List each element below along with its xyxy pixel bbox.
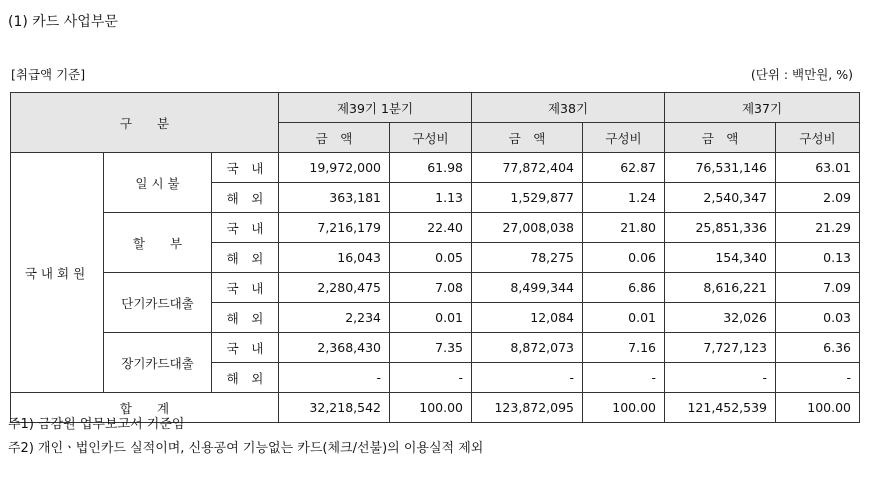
basis-label: [취급액 기준] xyxy=(11,67,86,82)
table-cell: 8,872,073 xyxy=(472,333,583,363)
table-cell: 154,340 xyxy=(665,243,776,273)
table-body xyxy=(11,153,860,393)
unit-label: (단위 : 백만원, %) xyxy=(750,67,853,82)
region-label: 국 내 xyxy=(212,333,279,363)
table-cell: 6.86 xyxy=(583,273,665,303)
footnote: 주2) 개인ㆍ법인카드 실적이며, 신용공여 기능없는 카드(체크/선불)의 이용실적 제외 xyxy=(8,441,484,456)
table-cell: 100.00 xyxy=(776,393,860,423)
table-cell: 100.00 xyxy=(583,393,665,423)
table-cell: 121,452,539 xyxy=(665,393,776,423)
period-header: 제38기 xyxy=(472,93,665,123)
table-cell: 63.01 xyxy=(776,153,860,183)
category-header: 구 분 xyxy=(11,93,279,153)
section-label: 일 시 불 xyxy=(104,153,212,213)
region-label: 국 내 xyxy=(212,153,279,183)
table-cell: 1.24 xyxy=(583,183,665,213)
region-label: 국 내 xyxy=(212,273,279,303)
table-cell: 2,280,475 xyxy=(279,273,390,303)
region-label: 해 외 xyxy=(212,303,279,333)
table-cell: 363,181 xyxy=(279,183,390,213)
section-label: 단기카드대출 xyxy=(104,273,212,333)
amount-header: 금 액 xyxy=(279,123,390,153)
section-label: 할 부 xyxy=(104,213,212,273)
table-cell: 2,234 xyxy=(279,303,390,333)
table-cell: 62.87 xyxy=(583,153,665,183)
table-cell: 19,972,000 xyxy=(279,153,390,183)
table-cell: 7.08 xyxy=(390,273,472,303)
table-cell: 2.09 xyxy=(776,183,860,213)
table-cell: 7,727,123 xyxy=(665,333,776,363)
ratio-header: 구성비 xyxy=(776,123,860,153)
table-cell: - xyxy=(665,363,776,393)
table-cell: 1,529,877 xyxy=(472,183,583,213)
region-label: 해 외 xyxy=(212,243,279,273)
header-row-1 xyxy=(11,93,860,123)
ratio-header: 구성비 xyxy=(583,123,665,153)
amount-header: 금 액 xyxy=(472,123,583,153)
table-cell: 0.01 xyxy=(390,303,472,333)
table-cell: 100.00 xyxy=(390,393,472,423)
card-business-table xyxy=(10,92,860,423)
table-cell: 0.13 xyxy=(776,243,860,273)
region-label: 국 내 xyxy=(212,213,279,243)
table-cell: 76,531,146 xyxy=(665,153,776,183)
amount-header: 금 액 xyxy=(665,123,776,153)
table-cell: 12,084 xyxy=(472,303,583,333)
table-cell: 21.80 xyxy=(583,213,665,243)
table-cell: 32,218,542 xyxy=(279,393,390,423)
table-cell: 6.36 xyxy=(776,333,860,363)
region-label: 해 외 xyxy=(212,183,279,213)
table-cell: 2,368,430 xyxy=(279,333,390,363)
table-cell: 0.05 xyxy=(390,243,472,273)
table-cell: 8,616,221 xyxy=(665,273,776,303)
table-cell: 27,008,038 xyxy=(472,213,583,243)
table-cell: 0.01 xyxy=(583,303,665,333)
table-cell: 1.13 xyxy=(390,183,472,213)
table-cell: - xyxy=(279,363,390,393)
table-cell: 0.06 xyxy=(583,243,665,273)
table-cell: 7,216,179 xyxy=(279,213,390,243)
footnote: 주1) 금감원 업무보고서 기준임 xyxy=(8,417,185,432)
table-cell: - xyxy=(583,363,665,393)
table-cell: 78,275 xyxy=(472,243,583,273)
period-header: 제39기 1분기 xyxy=(279,93,472,123)
table-cell: 0.03 xyxy=(776,303,860,333)
table-row xyxy=(11,153,860,183)
table-cell: 77,872,404 xyxy=(472,153,583,183)
table-cell: - xyxy=(472,363,583,393)
table-row xyxy=(11,213,860,243)
group-label: 국내회원 xyxy=(11,153,104,393)
table-cell: 7.16 xyxy=(583,333,665,363)
table-row xyxy=(11,333,860,363)
table-cell: 2,540,347 xyxy=(665,183,776,213)
table-cell: 32,026 xyxy=(665,303,776,333)
table-cell: 7.35 xyxy=(390,333,472,363)
section-label: 장기카드대출 xyxy=(104,333,212,393)
table-cell: 16,043 xyxy=(279,243,390,273)
table-cell: - xyxy=(390,363,472,393)
total-label: 합 계 xyxy=(11,393,279,423)
table-cell: 123,872,095 xyxy=(472,393,583,423)
ratio-header: 구성비 xyxy=(390,123,472,153)
table-cell: 61.98 xyxy=(390,153,472,183)
region-label: 해 외 xyxy=(212,363,279,393)
section-title: (1) 카드 사업부문 xyxy=(8,14,118,30)
table-cell: - xyxy=(776,363,860,393)
period-header: 제37기 xyxy=(665,93,860,123)
table-row xyxy=(11,273,860,303)
table-cell: 8,499,344 xyxy=(472,273,583,303)
table-cell: 25,851,336 xyxy=(665,213,776,243)
table-cell: 21.29 xyxy=(776,213,860,243)
table-cell: 7.09 xyxy=(776,273,860,303)
table-cell: 22.40 xyxy=(390,213,472,243)
